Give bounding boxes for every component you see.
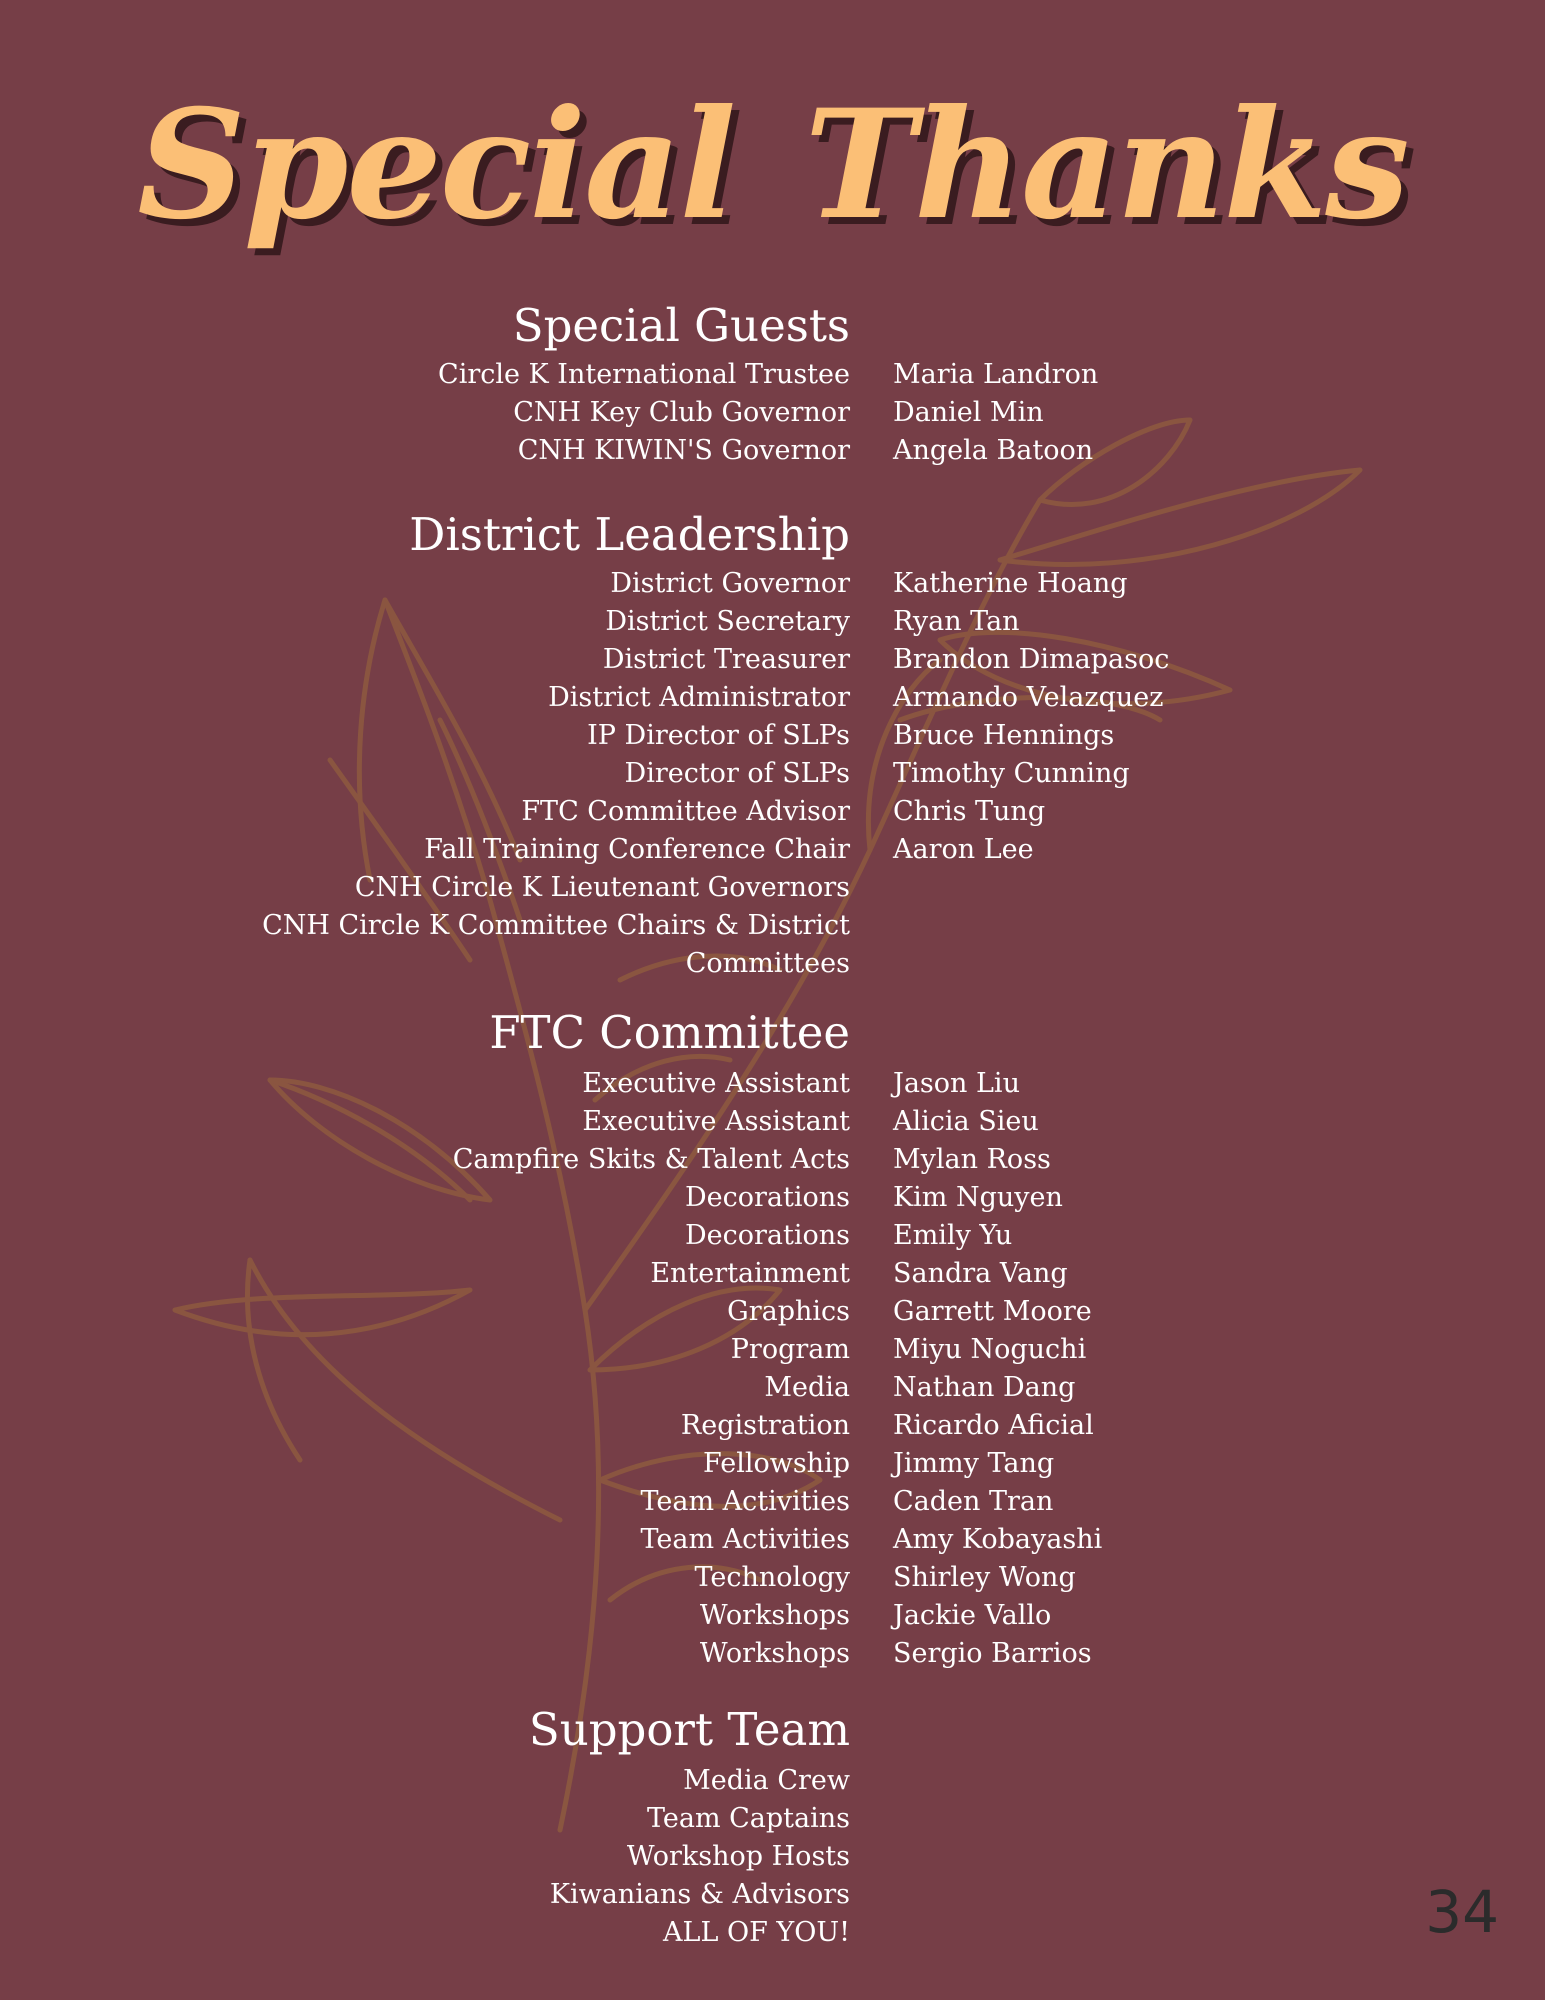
role-label: Campfire Skits & Talent Acts: [452, 1144, 850, 1175]
list-item: [0, 1445, 1545, 1483]
role-label: Decorations: [685, 1220, 850, 1251]
list-item: [0, 1217, 1545, 1255]
section-title-district-leadership: District Leadership: [409, 508, 850, 561]
list-item: [0, 1762, 1545, 1800]
person-name: Emily Yu: [893, 1220, 1013, 1251]
person-name: Armando Velazquez: [893, 682, 1164, 713]
list-item: [0, 1255, 1545, 1293]
person-name: Jason Liu: [893, 1068, 1020, 1099]
role-label: District Treasurer: [602, 644, 850, 675]
role-label: IP Director of SLPs: [587, 720, 850, 751]
section-title-special-guests: Special Guests: [512, 299, 850, 352]
role-label: Fall Training Conference Chair: [424, 834, 850, 865]
person-name: Kim Nguyen: [893, 1182, 1063, 1213]
person-name: Maria Landron: [893, 359, 1099, 390]
list-item: [0, 1065, 1545, 1103]
list-item: [0, 869, 1545, 907]
person-name: Jimmy Tang: [893, 1448, 1055, 1479]
person-name: Angela Batoon: [893, 435, 1094, 466]
role-label: Workshops: [699, 1638, 850, 1669]
list-item: [0, 432, 1545, 470]
page-title: [0, 70, 1545, 260]
person-name: Miyu Noguchi: [893, 1334, 1087, 1365]
person-name: Alicia Sieu: [893, 1106, 1039, 1137]
role-label: District Secretary: [605, 606, 850, 637]
person-name: Ricardo Aficial: [893, 1410, 1094, 1441]
role-label: Entertainment: [650, 1258, 850, 1289]
person-name: Aaron Lee: [893, 834, 1034, 865]
role-label: Executive Assistant: [582, 1106, 850, 1137]
list-item: [0, 1179, 1545, 1217]
list-item: [0, 831, 1545, 869]
list-item: [0, 1103, 1545, 1141]
list-item: [0, 717, 1545, 755]
list-item: [0, 641, 1545, 679]
person-name: Jackie Vallo: [893, 1600, 1052, 1631]
list-item: [0, 1141, 1545, 1179]
person-name: Daniel Min: [893, 397, 1044, 428]
list-item: [0, 1635, 1545, 1673]
person-name: Shirley Wong: [893, 1562, 1076, 1593]
list-item: [0, 793, 1545, 831]
role-label: CNH KIWIN'S Governor: [517, 435, 850, 466]
role-label: Program: [730, 1334, 850, 1365]
role-label: ALL OF YOU!: [663, 1917, 850, 1948]
role-label: Kiwanians & Advisors: [549, 1879, 850, 1910]
role-label: Executive Assistant: [582, 1068, 850, 1099]
page-number: 34: [1425, 1878, 1499, 1946]
role-label: Technology: [694, 1562, 850, 1593]
list-item: [0, 1876, 1545, 1914]
person-name: Garrett Moore: [893, 1296, 1092, 1327]
list-item: [0, 603, 1545, 641]
list-item: [0, 1838, 1545, 1876]
list-item: [0, 755, 1545, 793]
role-label: Director of SLPs: [624, 758, 850, 789]
list-item: [0, 1369, 1545, 1407]
list-item: [0, 1800, 1545, 1838]
role-label: CNH Circle K Lieutenant Governors: [354, 872, 850, 903]
role-label: Team Activities: [640, 1486, 850, 1517]
role-label: Circle K International Trustee: [438, 359, 850, 390]
list-item: [0, 1331, 1545, 1369]
role-label: Team Activities: [640, 1524, 850, 1555]
list-item: [0, 1597, 1545, 1635]
list-item: [0, 394, 1545, 432]
list-item: [0, 1559, 1545, 1597]
role-label: Team Captains: [646, 1803, 850, 1834]
list-item: [0, 1914, 1545, 1952]
role-label-wrapped: CNH Circle K Committee Chairs & District Committees: [262, 910, 850, 979]
role-label: Workshops: [699, 1600, 850, 1631]
role-label: Decorations: [685, 1182, 850, 1213]
role-label: Media: [764, 1372, 850, 1403]
role-label: Workshop Hosts: [626, 1841, 850, 1872]
role-label: Media Crew: [683, 1765, 850, 1796]
person-name: Sandra Vang: [893, 1258, 1068, 1289]
section-title-support-team: Support Team: [528, 1703, 850, 1756]
list-item: [0, 565, 1545, 603]
role-label: District Administrator: [548, 682, 850, 713]
list-item: [0, 1483, 1545, 1521]
title-word-thanks: Thanks: [804, 77, 1408, 253]
list-item: [0, 1293, 1545, 1331]
person-name: Katherine Hoang: [893, 568, 1128, 599]
section-title-ftc-committee: FTC Committee: [489, 1006, 850, 1059]
person-name: Brandon Dimapasoc: [893, 644, 1170, 675]
role-label: Registration: [680, 1410, 850, 1441]
role-label: FTC Committee Advisor: [521, 796, 850, 827]
person-name: Caden Tran: [893, 1486, 1054, 1517]
person-name: Mylan Ross: [893, 1144, 1051, 1175]
person-name: Bruce Hennings: [893, 720, 1115, 751]
list-item: [0, 1521, 1545, 1559]
person-name: Chris Tung: [893, 796, 1046, 827]
role-label: District Governor: [610, 568, 850, 599]
person-name: Nathan Dang: [893, 1372, 1076, 1403]
person-name: Sergio Barrios: [893, 1638, 1092, 1669]
role-label: CNH Key Club Governor: [513, 397, 850, 428]
list-item: [0, 1407, 1545, 1445]
person-name: Ryan Tan: [893, 606, 1020, 637]
person-name: Amy Kobayashi: [893, 1524, 1103, 1555]
role-label: Graphics: [727, 1296, 850, 1327]
role-label: Fellowship: [702, 1448, 850, 1479]
list-item: [0, 356, 1545, 394]
title-word-special: Special: [137, 77, 735, 253]
list-item: [0, 679, 1545, 717]
person-name: Timothy Cunning: [893, 758, 1130, 789]
